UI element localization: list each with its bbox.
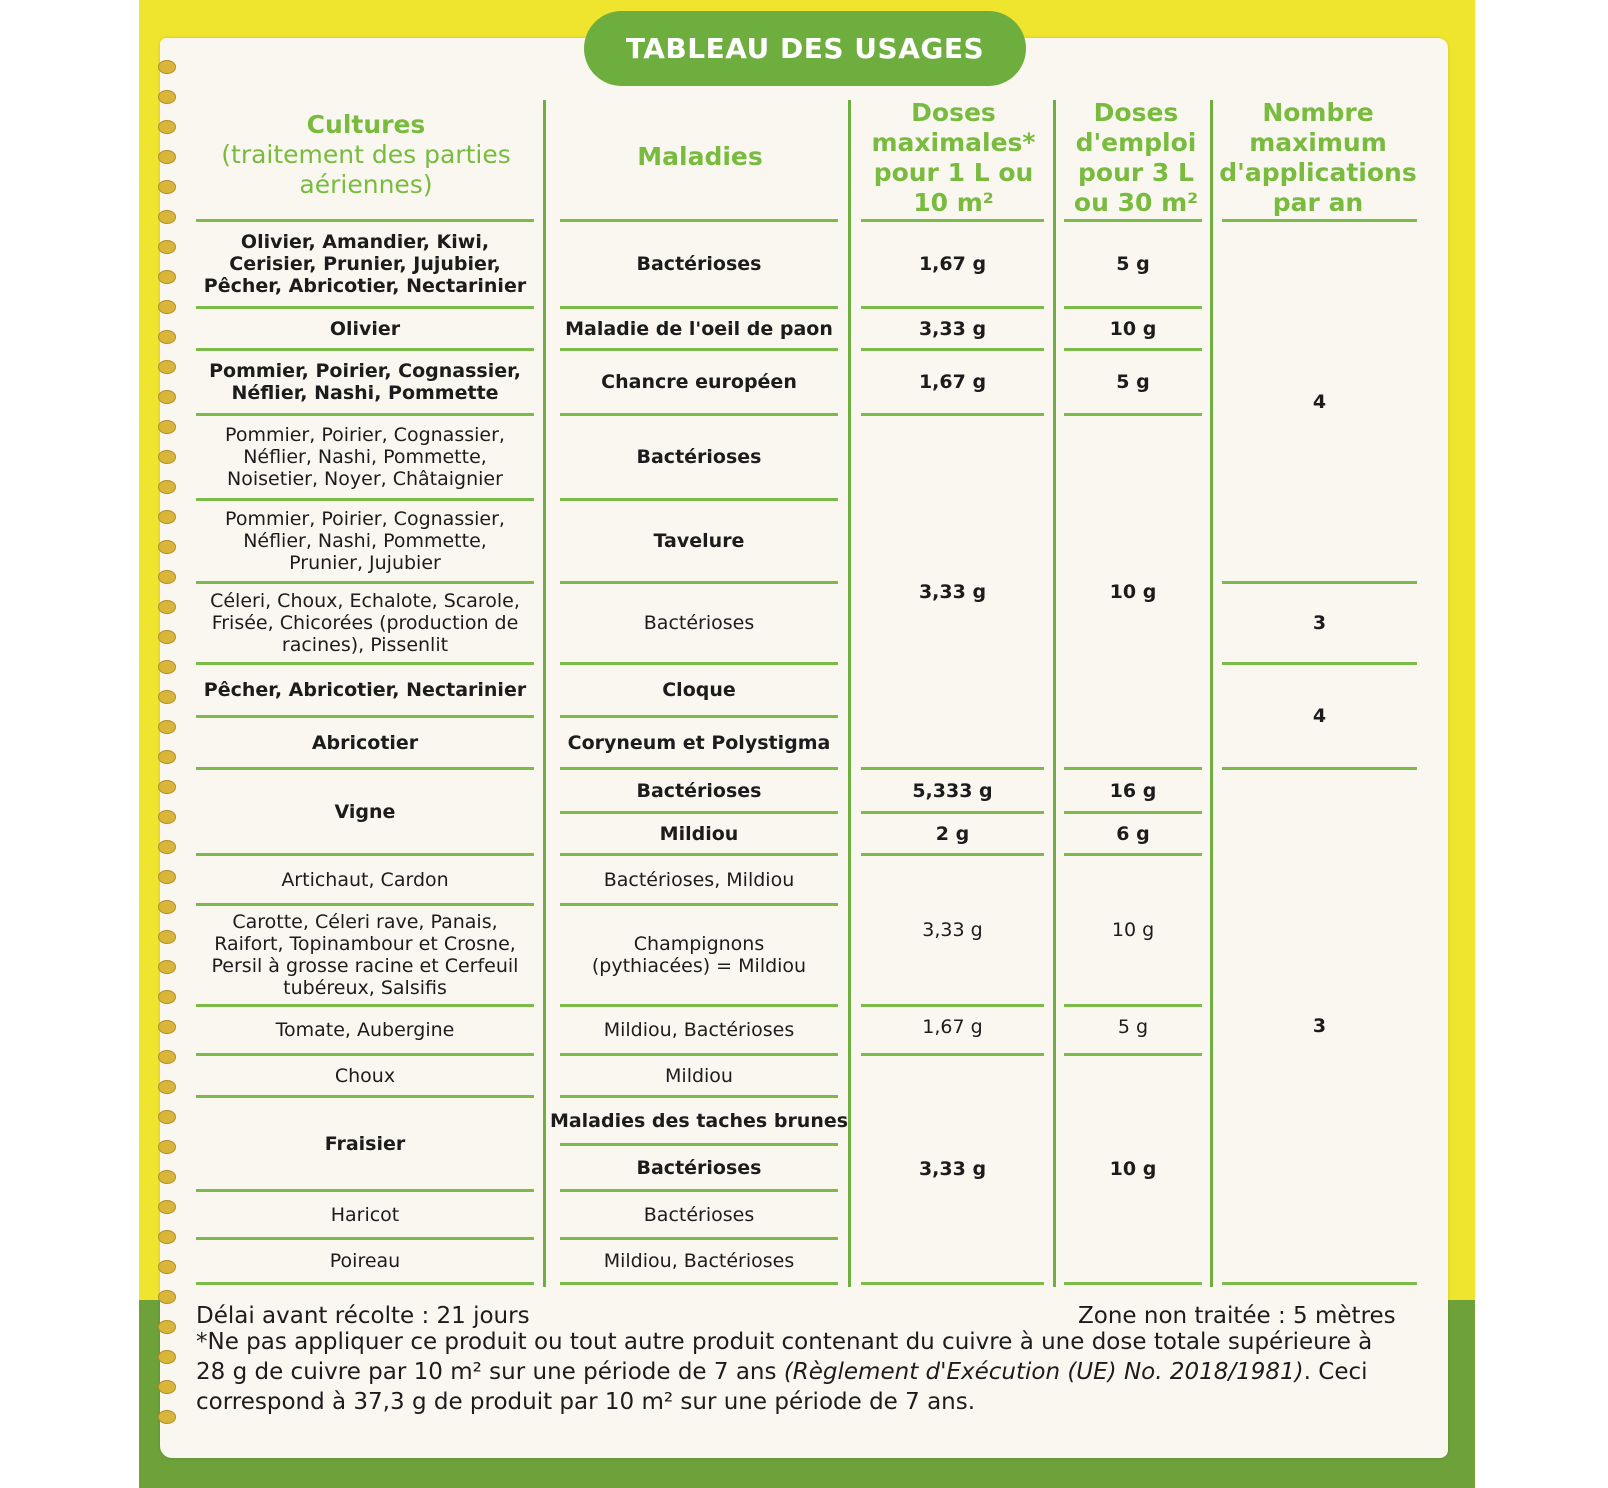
row-line (1222, 1282, 1417, 1285)
culture-cell: Choux (334, 1064, 396, 1087)
row-line (560, 1282, 838, 1285)
dose-3l-cell: 10 g (1109, 580, 1157, 603)
maladie-cell: Bactérioses (636, 1156, 762, 1179)
dose-3l-cell: 10 g (1109, 1158, 1157, 1180)
maladie-cell: Mildiou, Bactérioses (603, 1250, 795, 1272)
maladie-cell: Bactérioses (636, 446, 762, 468)
title-pill: TABLEAU DES USAGES (584, 11, 1026, 86)
row-line (1064, 1282, 1202, 1285)
col-divider-4 (1210, 100, 1213, 1287)
maladie-cell: Bactérioses (636, 253, 762, 275)
nombre-cell: 4 (1312, 390, 1327, 413)
maladie-cell: Mildiou (659, 822, 739, 845)
dose-1l-cell: 5,333 g (912, 779, 993, 802)
dose-3l-cell: 10 g (1111, 919, 1155, 941)
culture-cell: Tomate, Aubergine (275, 1019, 455, 1041)
maladie-cell: Cloque (662, 679, 736, 701)
culture-cell: Haricot (330, 1203, 400, 1226)
culture-cell: Fraisier (324, 1132, 406, 1155)
delai-recolte: Délai avant récolte : 21 jours (196, 1303, 530, 1329)
maladie-cell: Tavelure (653, 530, 745, 552)
maladie-cell: Chancre européen (601, 371, 797, 393)
dose-1l-cell: 2 g (935, 822, 970, 845)
reglement-reference: (Règlement d'Exécution (UE) No. 2018/1981) (783, 1359, 1304, 1385)
maladie-cell: Bactérioses (643, 1203, 755, 1226)
footnote: *Ne pas appliquer ce produit ou tout autre produit contenant du cuivre à une dose totale supérieure à 28 g de cuivre par 10 m² sur une période de 7 ans (Règlement d'Exécution (UE) No. 2018/1981). Ceci correspond à 37,3 g de produit par 10 m² sur une période de 7 ans. (196, 1329, 1373, 1415)
dose-1l-cell: 1,67 g (918, 253, 987, 275)
header-nombre: Nombre maximum d'applications par an (1219, 98, 1417, 217)
dose-3l-cell: 5 g (1117, 1016, 1149, 1038)
header-doses-max: Doses maximales* pour 1 L ou 10 m² (871, 98, 1036, 217)
dose-3l-cell: 5 g (1116, 253, 1150, 275)
dose-1l-cell: 3,33 g (922, 919, 983, 941)
culture-cell: Poireau (329, 1250, 401, 1272)
maladie-cell: Mildiou (665, 1064, 733, 1087)
culture-cell: Pommier, Poirier, Cognassier, Néflier, Nashi, Pommette, Noisetier, Noyer, Châtaignier (225, 424, 505, 490)
dose-3l-cell: 6 g (1116, 822, 1150, 845)
header-doses-emploi: Doses d'emploi pour 3 L ou 30 m² (1073, 98, 1199, 217)
maladie-cell: Bactérioses, Mildiou (603, 868, 795, 891)
header-maladies: Maladies (637, 142, 763, 171)
maladie-cell: Mildiou, Bactérioses (603, 1019, 795, 1041)
culture-cell: Carotte, Céleri rave, Panais, Raifort, Topinambour et Crosne, Persil à grosse racine et Cerfeuil tubéreux, Salsifis (211, 911, 519, 999)
col-divider-3 (1053, 100, 1056, 1287)
header-cultures-sub: (traitement des parties aériennes) (221, 140, 511, 199)
culture-cell: Vigne (334, 800, 396, 823)
dose-3l-cell: 16 g (1109, 779, 1157, 802)
dose-3l-cell: 5 g (1116, 371, 1150, 393)
header-cultures: Cultures (traitement des parties aériennes) (196, 110, 536, 200)
nombre-cell: 3 (1312, 612, 1327, 634)
culture-cell: Pêcher, Abricotier, Nectarinier (203, 679, 527, 701)
maladie-cell: Coryneum et Polystigma (567, 731, 831, 754)
culture-cell: Céleri, Choux, Echalote, Scarole, Frisée, Chicorées (production de racines), Pissenlit (210, 590, 520, 656)
dose-3l-cell: 10 g (1109, 317, 1157, 340)
dose-1l-cell: 1,67 g (922, 1016, 983, 1038)
dose-1l-cell: 3,33 g (918, 580, 987, 603)
dose-1l-cell: 3,33 g (918, 1158, 987, 1180)
row-line (196, 1282, 534, 1285)
maladie-cell: Bactérioses (643, 612, 755, 634)
culture-cell: Abricotier (311, 731, 419, 754)
maladie-cell: Bactérioses (636, 779, 762, 802)
culture-cell: Pommier, Poirier, Cognassier, Néflier, Nashi, Pommette, Prunier, Jujubier (225, 508, 505, 574)
culture-cell: Olivier (329, 317, 401, 340)
culture-cell: Pommier, Poirier, Cognassier, Néflier, Nashi, Pommette (209, 360, 521, 404)
culture-cell: Artichaut, Cardon (281, 868, 449, 891)
maladie-cell: Maladie de l'oeil de paon (565, 317, 833, 340)
maladie-cell: Maladies des taches brunes (549, 1109, 849, 1132)
zone-non-traitee: Zone non traitée : 5 mètres (1078, 1303, 1396, 1329)
dose-1l-cell: 3,33 g (918, 317, 987, 340)
nombre-cell: 3 (1312, 1015, 1327, 1037)
spiral-holes (158, 50, 180, 1450)
nombre-cell: 4 (1312, 705, 1327, 727)
culture-cell: Olivier, Amandier, Kiwi, Cerisier, Prunier, Jujubier, Pêcher, Abricotier, Nectarinier (203, 231, 527, 297)
dose-1l-cell: 1,67 g (918, 371, 987, 393)
row-line (861, 1282, 1044, 1285)
maladie-cell: Champignons (pythiacées) = Mildiou (591, 933, 807, 977)
